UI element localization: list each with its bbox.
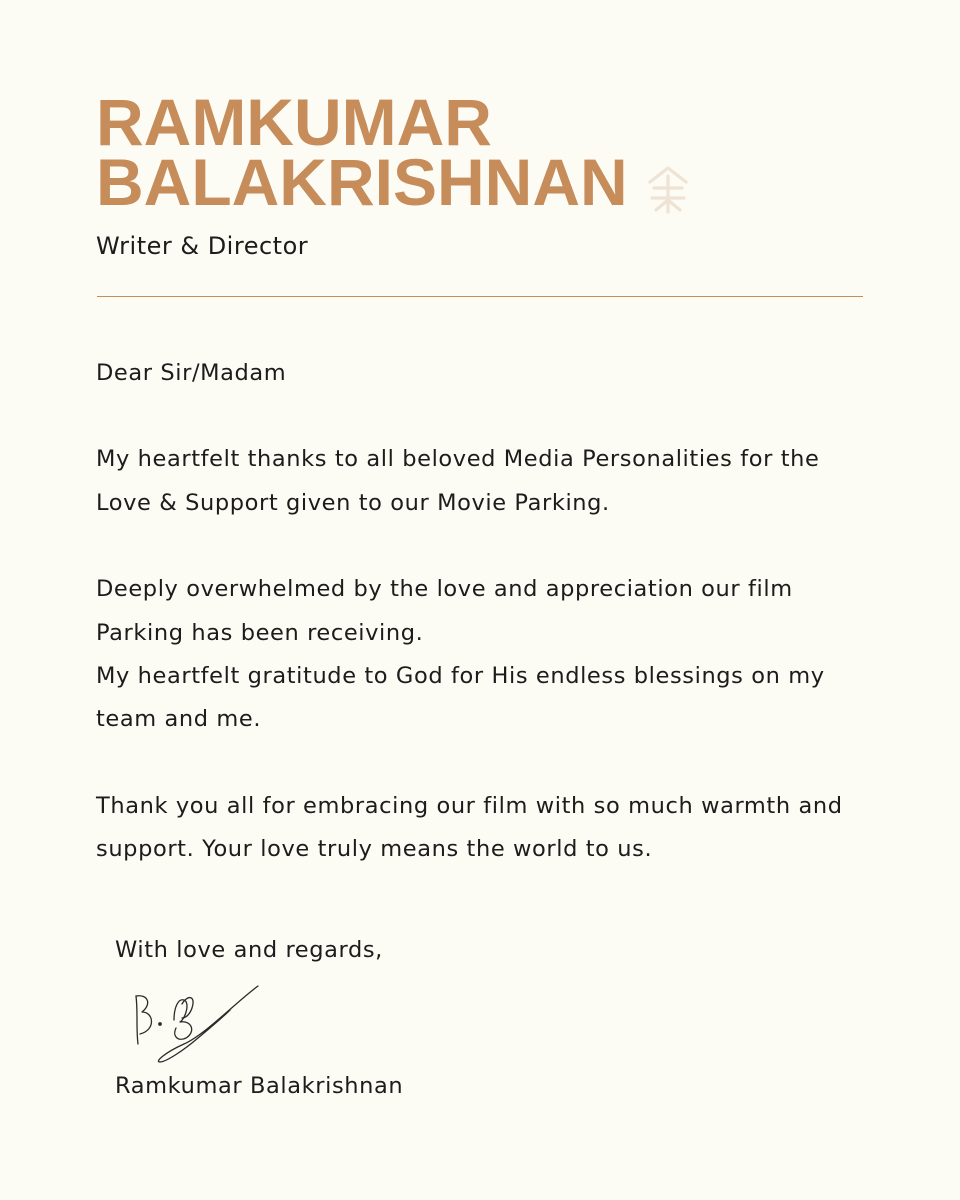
letterhead-role: Writer & Director	[96, 232, 309, 260]
letter-greeting: Dear Sir/Madam	[96, 360, 287, 386]
letter-paragraph-2a: Deeply overwhelmed by the love and appreciation our film Parking has been receiving.	[96, 576, 793, 646]
letter-paragraph-3: Thank you all for embracing our film with so much warmth and support. Your love truly means the world to us.	[96, 792, 843, 863]
letter-body	[96, 352, 866, 872]
letter-paragraph-1: My heartfelt thanks to all beloved Media Personalities for the Love & Support given to our Movie Parking.	[96, 446, 820, 516]
header-divider	[97, 296, 863, 297]
letter-closing: With love and regards,	[115, 937, 383, 963]
letterhead-name	[96, 85, 866, 219]
letterhead	[96, 85, 866, 260]
handwritten-signature	[126, 978, 266, 1070]
letterhead-name-line-1: RAMKUMAR	[96, 85, 492, 159]
letter-paragraph-2b: My heartfelt gratitude to God for His endless blessings on my team and me.	[96, 663, 825, 733]
letterhead-name-line-2: BALAKRISHNAN	[96, 145, 628, 219]
letter-signer-name: Ramkumar Balakrishnan	[115, 1073, 404, 1099]
emblem-icon	[644, 164, 692, 214]
